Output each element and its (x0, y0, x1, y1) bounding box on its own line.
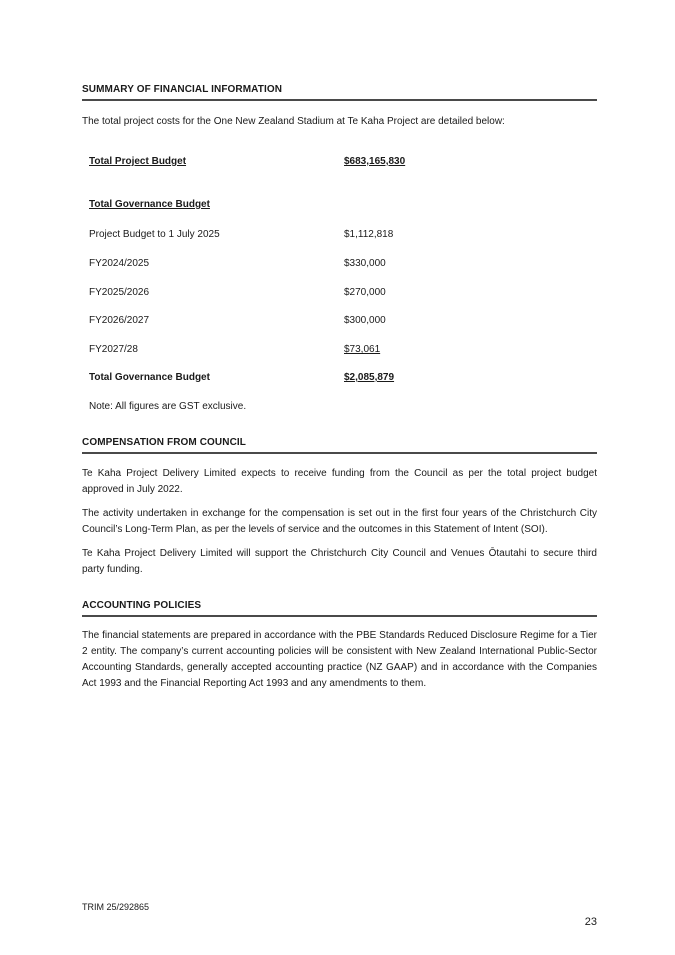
budget-row-label: FY2026/2027 (89, 315, 150, 326)
budget-row-label: Project Budget to 1 July 2025 (89, 229, 220, 240)
budget-row-value: $73,061 (344, 344, 381, 355)
gst-note: Note: All figures are GST exclusive. (89, 401, 247, 412)
compensation-heading: COMPENSATION FROM COUNCIL (82, 437, 597, 454)
budget-row-label: FY2025/2026 (89, 287, 150, 298)
page-number: 23 (584, 916, 597, 928)
budget-row-value: $270,000 (344, 287, 386, 298)
accounting-heading: ACCOUNTING POLICIES (82, 600, 597, 617)
budget-row-value: $330,000 (344, 258, 386, 269)
budget-row-value: $300,000 (344, 315, 386, 326)
budget-row-label: FY2027/28 (89, 344, 138, 355)
governance-budget-heading: Total Governance Budget (89, 199, 210, 210)
budget-row-value: $1,112,818 (344, 229, 394, 240)
total-project-budget-label: Total Project Budget (89, 156, 187, 167)
budget-row-label: FY2024/2025 (89, 258, 150, 269)
trim-reference: TRIM 25/292865 (82, 902, 150, 912)
governance-total-label: Total Governance Budget (89, 372, 210, 383)
total-project-budget-value: $683,165,830 (344, 156, 406, 167)
compensation-paragraph: Te Kaha Project Delivery Limited expects to receive funding from the Council as per the total project budget approved in July 2022. (82, 468, 597, 495)
summary-heading: SUMMARY OF FINANCIAL INFORMATION (82, 84, 597, 101)
compensation-paragraph: The activity undertaken in exchange for the compensation is set out in the first four years of the Christchurch City Council’s Long-Term Plan, as per the levels of service and the outcomes in this Statement of Intent (SOI). (82, 508, 597, 535)
governance-total-value: $2,085,879 (344, 372, 395, 383)
summary-intro: The total project costs for the One New Zealand Stadium at Te Kaha Project are detailed below: (82, 116, 505, 127)
accounting-paragraph: The financial statements are prepared in accordance with the PBE Standards Reduced Disclosure Regime for a Tier 2 entity. The company’s current accounting policies will be consistent with New Zealand International Public-Sector Accounting Standards, generally accepted accounting practice (NZ GAAP) and in accordance with the Companies Act 1993 and the Financial Reporting Act 1993 and any amendments to them. (82, 630, 597, 689)
compensation-paragraph: Te Kaha Project Delivery Limited will support the Christchurch City Council and Venues Ōtautahi to secure third party funding. (82, 548, 597, 575)
